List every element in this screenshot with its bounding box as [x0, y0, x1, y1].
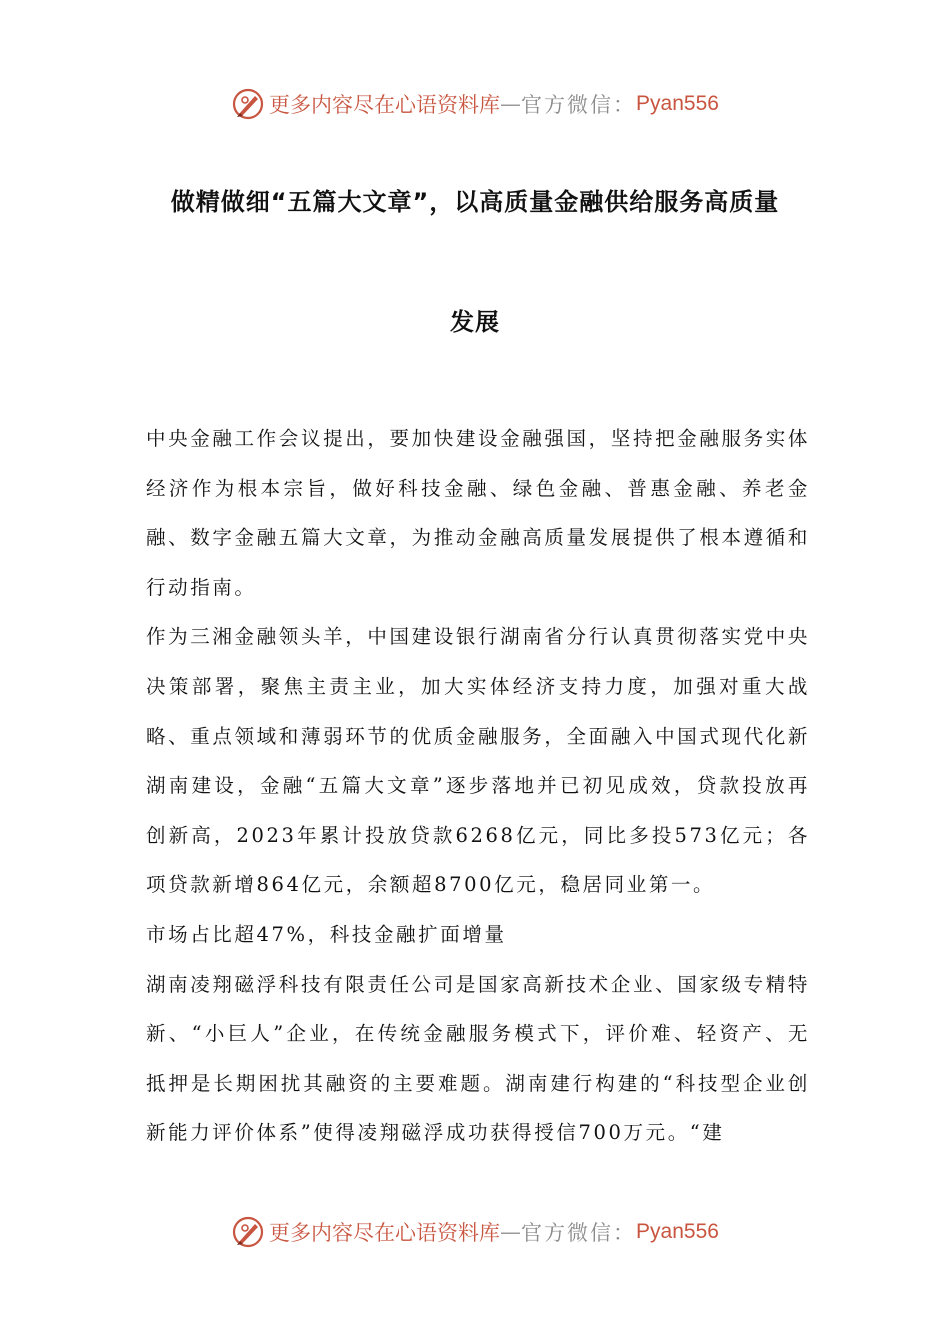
paragraph: 湖南凌翔磁浮科技有限责任公司是国家高新技术企业、国家级专精特新、“小巨人”企业，在传统金融服务模式下，评价难、轻资产、无抵押是长期困扰其融资的主要难题。湖南建行构建的“科技型企业创新能力评价体系”使得凌翔磁浮成功获得授信700万元。“建	[146, 972, 810, 1145]
watermark-wechat-label: 官方微信：	[521, 1221, 637, 1245]
paragraph: 作为三湘金融领头羊，中国建设银行湖南省分行认真贯彻落实党中央决策部署，聚焦主责主业，加大实体经济支持力度，加强对重大战略、重点领域和薄弱环节的优质金融服务，全面融入中国式现代化新湖南建设，金融“五篇大文章”逐步落地并已初见成效，贷款投放再创新高，2023年累计投放贷款6268亿元，同比多投573亿元；各项贷款新增864亿元，余额超8700亿元，稳居同业第一。	[146, 625, 810, 897]
pen-circle-logo-icon	[231, 1215, 265, 1249]
watermark-site-text: 更多内容尽在心语资料库	[269, 93, 501, 117]
pen-circle-logo-icon	[231, 87, 265, 121]
watermark-separator: —	[500, 1220, 522, 1244]
paragraph: 中央金融工作会议提出，要加快建设金融强国，坚持把金融服务实体经济作为根本宗旨，做好科技金融、绿色金融、普惠金融、养老金融、数字金融五篇大文章，为推动金融高质量发展提供了根本遵循和行动指南。	[146, 427, 810, 599]
header-watermark	[0, 84, 950, 124]
document-title-line-1: 做精做细“五篇大文章”，以高质量金融供给服务高质量	[170, 188, 780, 216]
watermark-wechat-label: 官方微信：	[521, 93, 637, 117]
section-heading: 市场占比超47%，科技金融扩面增量	[146, 922, 507, 946]
watermark-wechat-id: Pyan556	[636, 92, 719, 115]
document-title-line-2: 发展	[450, 308, 500, 336]
document-body	[146, 414, 810, 1158]
watermark-site-text: 更多内容尽在心语资料库	[269, 1221, 501, 1245]
footer-watermark	[0, 1212, 950, 1252]
watermark-wechat-id: Pyan556	[636, 1220, 719, 1243]
watermark-separator: —	[500, 92, 522, 116]
